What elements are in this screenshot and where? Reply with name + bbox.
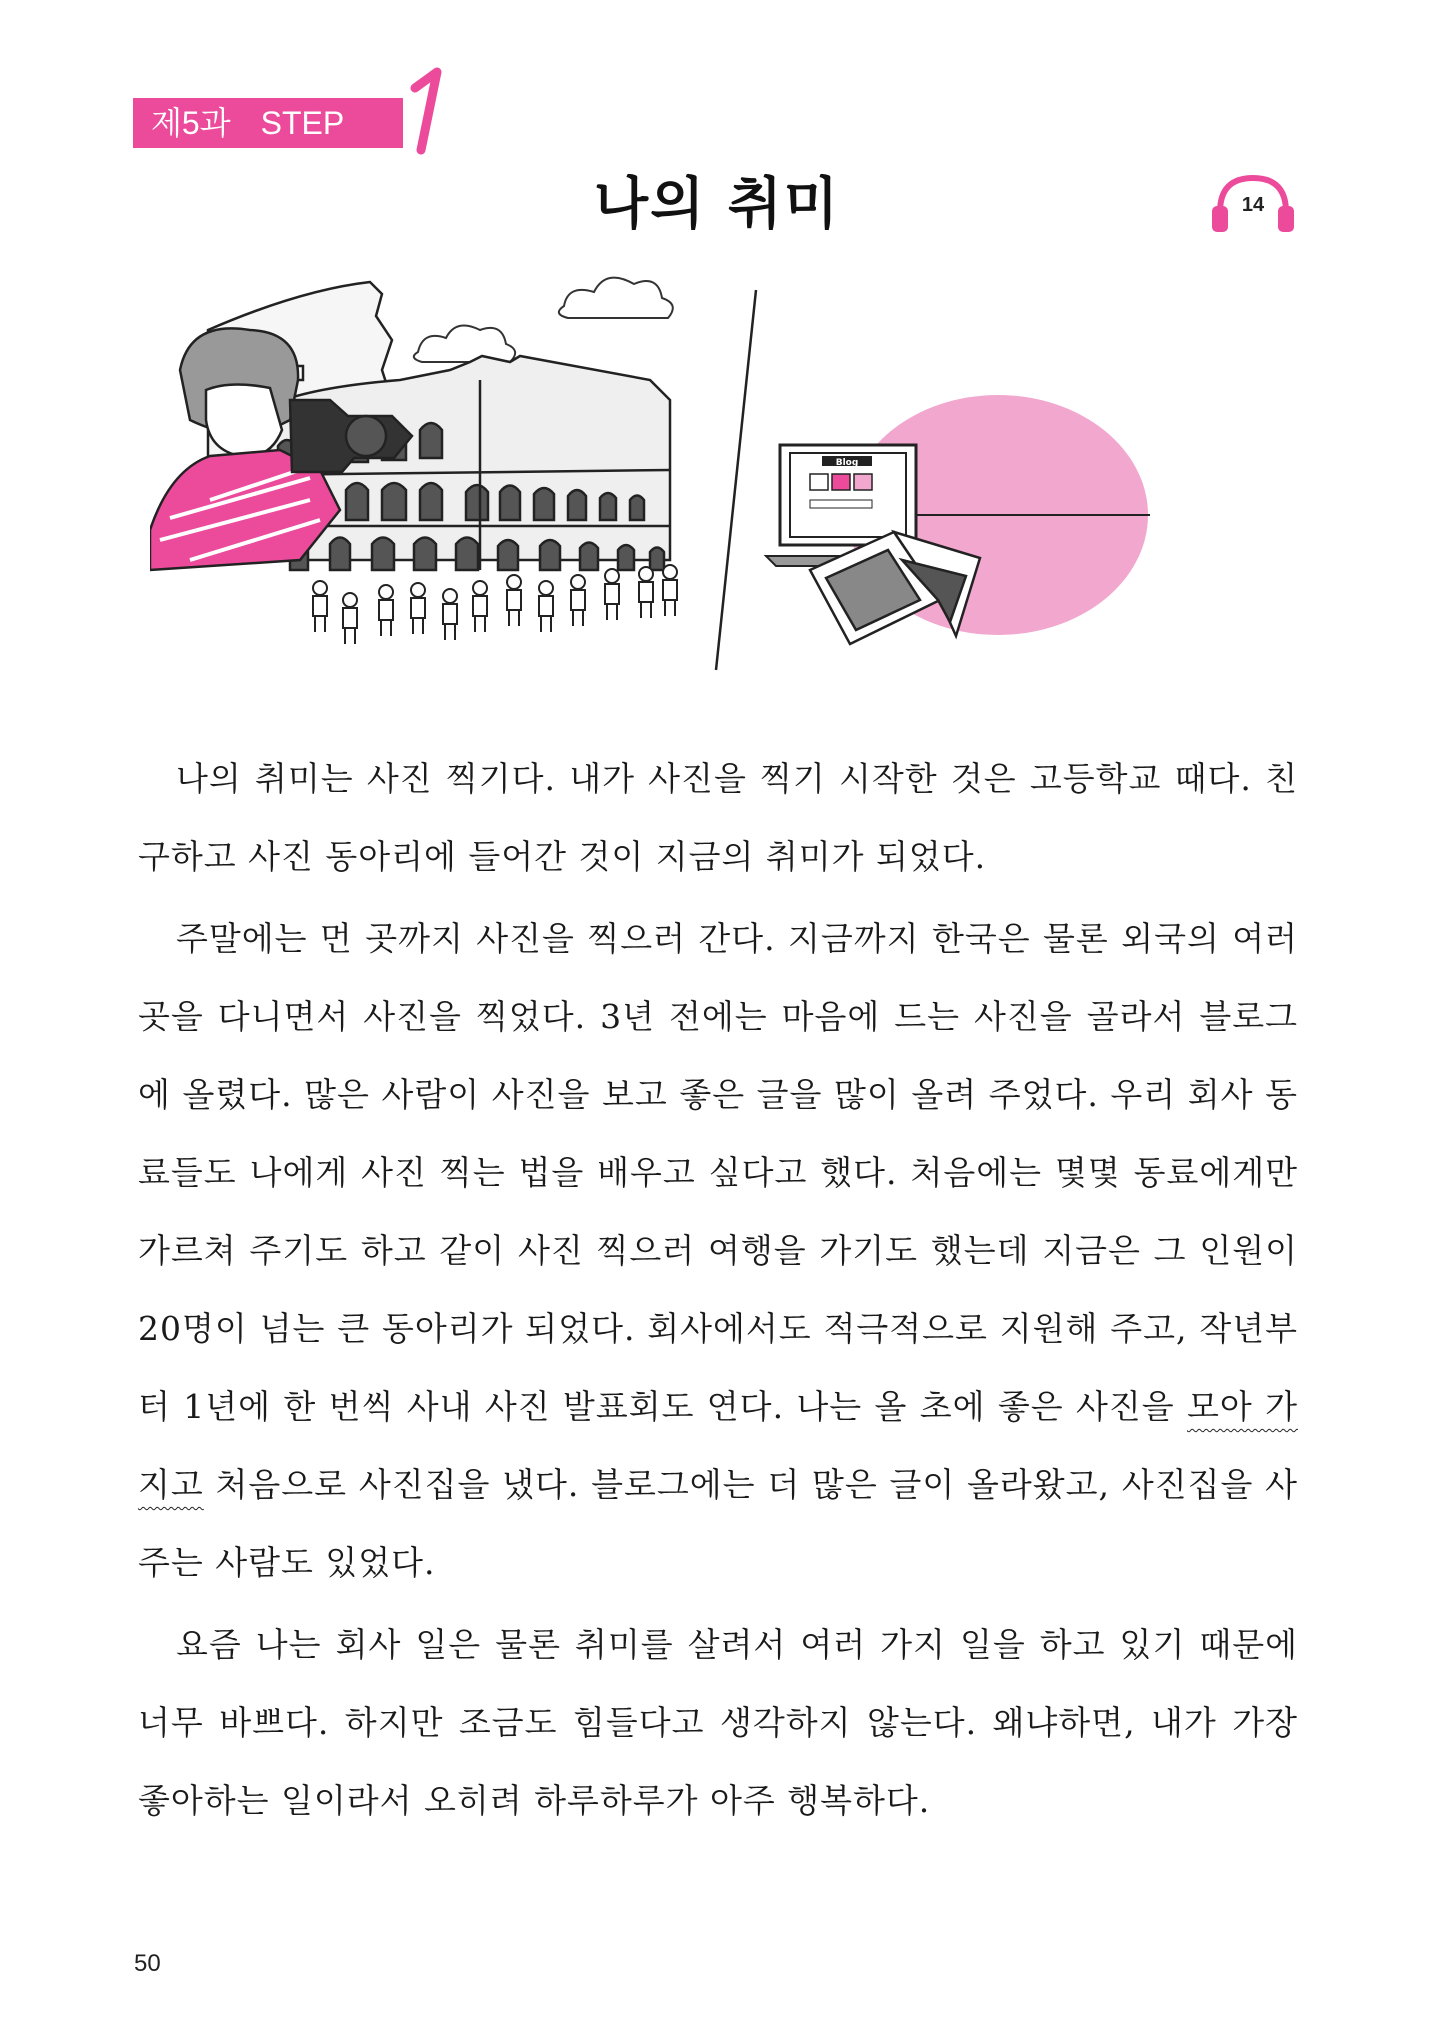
paragraph-text: 주말에는 먼 곳까지 사진을 찍으러 간다. 지금까지 한국은 물론 외국의 여러 곳을 다니면서 사진을 찍었다. 3년 전에는 마음에 드는 사진을 골라서 블로그에 올렸다. 많은 사람이 사진을 보고 좋은 글을 많이 올려 주었다. 우리 회사 동료들도 나에게 사진 찍는 법을 배우고 싶다고 했다. 처음에는 몇몇 동료에게만 가르쳐 주기도 하고 같이 사진 찍으러 여행을 가기도 했는데 지금은 그 인원이 20명이 넘는 큰 동아리가 되었다. 회사에서도 적극적으로 지원해 주고, 작년부터 1년에 한 번씩 사내 사진 발표회도 연다. 나는 올 초에 좋은 사진을 xyxy=(138,919,1298,1426)
paragraph-text: 요즘 나는 회사 일은 물론 취미를 살려서 여러 가지 일을 하고 있기 때문에 너무 바쁘다. 하지만 조금도 힘들다고 생각하지 않는다. 왜냐하면, 내가 가장 좋아하는 일이라서 오히려 하루하루가 아주 행복하다. xyxy=(138,1625,1298,1820)
lesson-badge xyxy=(133,98,403,148)
paragraph-2 xyxy=(138,900,1298,1602)
blog-label: Blog xyxy=(835,458,859,468)
paragraph-3 xyxy=(138,1606,1298,1840)
cloud-right-icon xyxy=(559,278,673,318)
step-label: STEP xyxy=(260,105,345,141)
audio-track-badge[interactable] xyxy=(1210,172,1296,234)
tourist-figures xyxy=(313,565,677,644)
paragraph-text: 나의 취미는 사진 찍기다. 내가 사진을 찍기 시작한 것은 고등학교 때다. 친구하고 사진 동아리에 들어간 것이 지금의 취미가 되었다. xyxy=(138,759,1298,876)
reading-passage xyxy=(138,740,1298,1844)
step-number-glyph xyxy=(393,66,453,156)
paragraph-text: 처음으로 사진집을 냈다. 블로그에는 더 많은 글이 올라왔고, 사진집을 사 주는 사람도 있었다. xyxy=(138,1465,1298,1582)
highlighted-expression: 모아 가지고 xyxy=(138,1387,1298,1504)
lesson-label: 제5과 xyxy=(151,105,231,141)
audio-track-number: 14 xyxy=(1241,194,1265,216)
illustration-divider xyxy=(716,290,756,670)
illustration xyxy=(150,270,1290,690)
cloud-left-icon xyxy=(414,326,515,363)
page-title: 나의 취미 xyxy=(594,172,840,237)
paragraph-1 xyxy=(138,740,1298,896)
page-number: 50 xyxy=(134,1950,161,1977)
